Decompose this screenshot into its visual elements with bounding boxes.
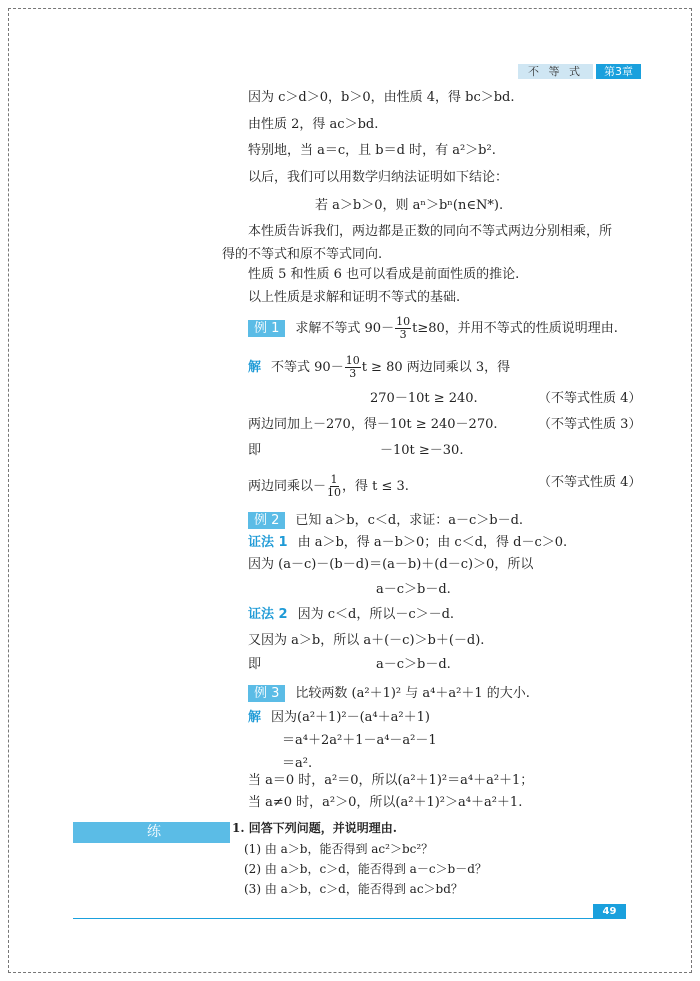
text: 两边同乘以－: [248, 479, 327, 494]
text: 求解不等式 90－: [295, 321, 395, 336]
example-1-solution: [248, 355, 510, 380]
step: [248, 474, 409, 499]
text: 即: [248, 657, 262, 672]
numerator: 10: [345, 354, 360, 367]
text: ，得 t ≤ 3.: [342, 479, 409, 494]
conclusion-formula: 若 a＞b＞0，则 aⁿ＞bⁿ(n∈N*).: [315, 198, 504, 213]
text: 由 a＞b，得 a－b＞0；由 c＜d，得 d－c＞0.: [297, 535, 568, 550]
solution-label: 解: [248, 360, 262, 375]
exercise-label: 练 习: [147, 824, 181, 861]
step: －10t ≥－30.: [380, 443, 464, 458]
exercise-item: (3) 由 a＞b，c＞d，能否得到 ac＞bd？: [244, 882, 463, 896]
reason: （不等式性质 4）: [538, 391, 642, 406]
reason: （不等式性质 4）: [538, 475, 642, 490]
step: 当 a＝0 时，a²＝0，所以(a²＋1)²＝a⁴＋a²＋1；: [248, 773, 534, 788]
step: 两边同加上－270，得－10t ≥ 240－270.: [248, 417, 498, 432]
text-line: 本性质告诉我们，两边都是正数的同向不等式两边分别相乘，所: [248, 224, 613, 239]
step: 又因为 a＞b，所以 a＋(－c)＞b＋(－d).: [248, 633, 485, 648]
text-line: 以上性质是求解和证明不等式的基础.: [248, 290, 461, 305]
chapter-header: [518, 64, 641, 79]
denominator: 3: [399, 328, 407, 341]
example-3-question: [248, 685, 530, 703]
numerator: 1: [330, 473, 338, 486]
text-line: 因为 c＞d＞0，b＞0，由性质 4，得 bc＞bd.: [248, 90, 515, 105]
step: 当 a≠0 时，a²＞0，所以(a²＋1)²＞a⁴＋a²＋1.: [248, 795, 523, 810]
proof-2: [248, 606, 454, 624]
text: t ≥ 80 两边同乘以 3，得: [361, 360, 511, 375]
text: 即: [248, 443, 262, 458]
text: 比较两数 (a²＋1)² 与 a⁴＋a²＋1 的大小.: [295, 686, 530, 701]
exercise-item: (2) 由 a＞b，c＞d，能否得到 a－c＞b－d？: [244, 862, 487, 876]
text-line: 以后，我们可以用数学归纳法证明如下结论：: [248, 170, 509, 185]
proof-1: [248, 534, 567, 552]
numerator: 10: [396, 315, 411, 328]
fraction: [345, 355, 361, 380]
page-number: 49: [593, 904, 626, 919]
chapter-title: 不 等 式: [518, 64, 593, 79]
step: 270－10t ≥ 240.: [370, 391, 478, 406]
example-1-tag: 例 1: [248, 320, 285, 337]
text: 不等式 90－: [271, 360, 344, 375]
denominator: 3: [349, 367, 357, 380]
example-3-solution: [248, 709, 430, 727]
example-3-tag: 例 3: [248, 685, 285, 702]
footer-rule: [73, 918, 626, 919]
text-line: 由性质 2，得 ac＞bd.: [248, 117, 379, 132]
exercise-question: 1. 回答下列问题，并说明理由.: [232, 821, 397, 835]
solution-label: 解: [248, 710, 262, 725]
text-line: 得的不等式和原不等式同向.: [222, 247, 383, 262]
exercise-banner: [73, 822, 230, 861]
exercise-item: (1) 由 a＞b，能否得到 ac²＞bc²？: [244, 842, 434, 856]
fraction: [327, 474, 341, 499]
example-1-question: [248, 316, 618, 341]
step: a－c＞b－d.: [376, 582, 451, 597]
step: ＝a⁴＋2a²＋1－a⁴－a²－1: [282, 733, 437, 748]
step: a－c＞b－d.: [376, 657, 451, 672]
fraction: [395, 316, 411, 341]
text-line: 性质 5 和性质 6 也可以看成是前面性质的推论.: [248, 267, 520, 282]
step: 因为 (a－c)－(b－d)＝(a－b)＋(d－c)＞0，所以: [248, 557, 534, 572]
text-line: 特别地，当 a＝c，且 b＝d 时，有 a²＞b².: [248, 143, 496, 158]
denominator: 10: [327, 486, 342, 499]
example-2-tag: 例 2: [248, 512, 285, 529]
text: 已知 a＞b，c＜d，求证：a－c＞b－d.: [295, 513, 524, 528]
text: 因为(a²＋1)²－(a⁴＋a²＋1): [271, 710, 430, 725]
step: ＝a².: [282, 756, 313, 771]
reason: （不等式性质 3）: [538, 417, 642, 432]
text: 因为 c＜d，所以－c＞－d.: [297, 607, 455, 622]
text: t≥80，并用不等式的性质说明理由.: [412, 321, 618, 336]
proof-2-label: 证法 2: [248, 607, 288, 622]
example-2-question: [248, 512, 523, 530]
chapter-number: 第3章: [596, 64, 641, 79]
proof-1-label: 证法 1: [248, 535, 288, 550]
